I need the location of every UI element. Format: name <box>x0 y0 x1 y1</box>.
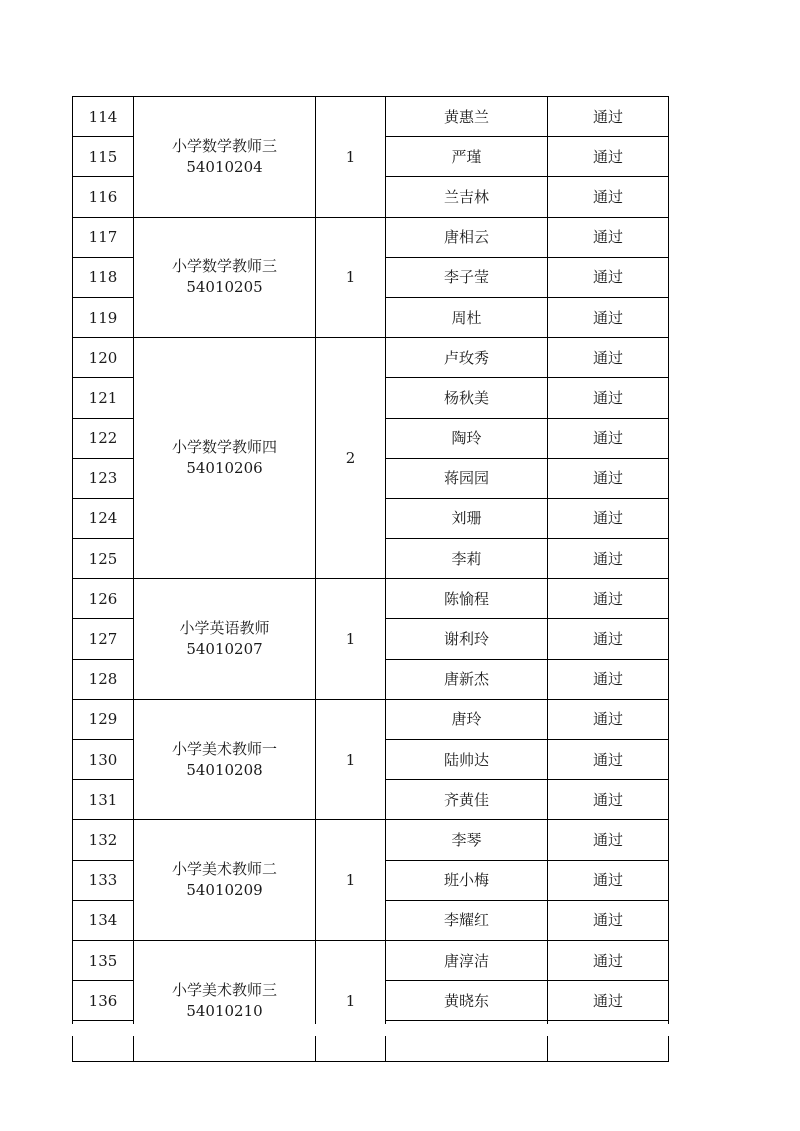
candidate-name-cell: 兰吉林 <box>386 177 548 217</box>
row-number-cell: 128 <box>73 659 134 699</box>
position-code: 54010209 <box>186 881 263 900</box>
row-number-cell: 131 <box>73 780 134 820</box>
result-cell: 通过 <box>548 418 669 458</box>
candidate-name-cell: 唐相云 <box>386 217 548 257</box>
candidate-name-cell: 李琴 <box>386 820 548 860</box>
position-title: 小学数学教师三 <box>171 136 277 155</box>
row-number-cell: 135 <box>73 940 134 980</box>
candidate-name-cell: 陆帅达 <box>386 740 548 780</box>
row-number-cell: 126 <box>73 579 134 619</box>
results-table-body <box>73 97 669 1062</box>
position-cell <box>134 97 316 218</box>
table-row <box>73 97 669 137</box>
quota-cell: 1 <box>316 820 386 941</box>
table-row <box>73 699 669 739</box>
candidate-name-cell: 杨秋美 <box>386 378 548 418</box>
result-cell: 通过 <box>548 579 669 619</box>
result-cell: 通过 <box>548 981 669 1021</box>
result-cell: 通过 <box>548 498 669 538</box>
quota-cell: 1 <box>316 940 386 1061</box>
candidate-name-cell: 唐新杰 <box>386 659 548 699</box>
result-cell: 通过 <box>548 297 669 337</box>
result-cell: 通过 <box>548 940 669 980</box>
row-number-cell: 118 <box>73 257 134 297</box>
candidate-name-cell: 唐淳洁 <box>386 940 548 980</box>
table-row <box>73 217 669 257</box>
result-cell: 通过 <box>548 539 669 579</box>
row-number-cell: 133 <box>73 860 134 900</box>
position-cell <box>134 820 316 941</box>
result-cell: 通过 <box>548 177 669 217</box>
row-number-cell: 124 <box>73 498 134 538</box>
candidate-name-cell: 卢玫秀 <box>386 338 548 378</box>
row-number-cell: 129 <box>73 699 134 739</box>
position-code: 54010207 <box>186 640 263 659</box>
result-cell: 通过 <box>548 257 669 297</box>
quota-cell: 1 <box>316 97 386 218</box>
result-cell: 通过 <box>548 338 669 378</box>
row-number-cell: 115 <box>73 137 134 177</box>
row-number-cell: 116 <box>73 177 134 217</box>
position-code: 54010205 <box>186 278 263 297</box>
table-row <box>73 940 669 980</box>
row-number-cell: 125 <box>73 539 134 579</box>
row-number-cell: 134 <box>73 900 134 940</box>
candidate-name-cell: 唐玲 <box>386 699 548 739</box>
position-title: 小学美术教师二 <box>171 860 277 879</box>
result-cell: 通过 <box>548 217 669 257</box>
position-code: 54010210 <box>186 1001 263 1020</box>
row-number-cell: 122 <box>73 418 134 458</box>
row-number-cell: 127 <box>73 619 134 659</box>
page-cut-edge <box>71 1024 671 1036</box>
position-code: 54010204 <box>186 157 263 176</box>
candidate-name-cell: 刘珊 <box>386 498 548 538</box>
row-number-cell: 136 <box>73 981 134 1021</box>
position-code: 54010208 <box>186 760 263 779</box>
result-cell: 通过 <box>548 820 669 860</box>
result-cell: 通过 <box>548 900 669 940</box>
results-sheet <box>72 96 668 1024</box>
row-number-cell: 123 <box>73 458 134 498</box>
quota-cell: 1 <box>316 579 386 700</box>
position-cell <box>134 338 316 579</box>
candidate-name-cell: 齐黄佳 <box>386 780 548 820</box>
candidate-name-cell: 蒋园园 <box>386 458 548 498</box>
quota-cell: 1 <box>316 217 386 338</box>
row-number-cell: 114 <box>73 97 134 137</box>
candidate-name-cell: 李子莹 <box>386 257 548 297</box>
candidate-name-cell: 陈愉程 <box>386 579 548 619</box>
result-cell: 通过 <box>548 860 669 900</box>
position-cell <box>134 940 316 1061</box>
result-cell: 通过 <box>548 659 669 699</box>
position-title: 小学数学教师四 <box>171 438 277 457</box>
quota-cell: 1 <box>316 699 386 820</box>
row-number-cell: 132 <box>73 820 134 860</box>
result-cell: 通过 <box>548 97 669 137</box>
result-cell: 通过 <box>548 780 669 820</box>
result-cell: 通过 <box>548 619 669 659</box>
table-row <box>73 579 669 619</box>
candidate-name-cell: 班小梅 <box>386 860 548 900</box>
candidate-name-cell: 李莉 <box>386 539 548 579</box>
result-cell: 通过 <box>548 740 669 780</box>
result-cell: 通过 <box>548 137 669 177</box>
position-title: 小学美术教师三 <box>171 980 277 999</box>
result-cell: 通过 <box>548 378 669 418</box>
position-title: 小学英语教师 <box>179 619 270 638</box>
table-row <box>73 338 669 378</box>
position-cell <box>134 579 316 700</box>
row-number-cell: 117 <box>73 217 134 257</box>
result-cell: 通过 <box>548 699 669 739</box>
position-title: 小学数学教师三 <box>171 257 277 276</box>
candidate-name-cell: 严瑾 <box>386 137 548 177</box>
quota-cell: 2 <box>316 338 386 579</box>
row-number-cell: 120 <box>73 338 134 378</box>
candidate-name-cell: 陶玲 <box>386 418 548 458</box>
candidate-name-cell: 周杜 <box>386 297 548 337</box>
candidate-name-cell: 黄晓东 <box>386 981 548 1021</box>
position-cell <box>134 217 316 338</box>
position-code: 54010206 <box>186 459 263 478</box>
position-cell <box>134 699 316 820</box>
candidate-name-cell: 谢利玲 <box>386 619 548 659</box>
table-row <box>73 820 669 860</box>
row-number-cell: 121 <box>73 378 134 418</box>
result-cell: 通过 <box>548 458 669 498</box>
position-title: 小学美术教师一 <box>171 739 277 758</box>
results-table <box>72 96 669 1062</box>
row-number-cell: 119 <box>73 297 134 337</box>
candidate-name-cell: 黄惠兰 <box>386 97 548 137</box>
candidate-name-cell: 李耀红 <box>386 900 548 940</box>
row-number-cell: 130 <box>73 740 134 780</box>
